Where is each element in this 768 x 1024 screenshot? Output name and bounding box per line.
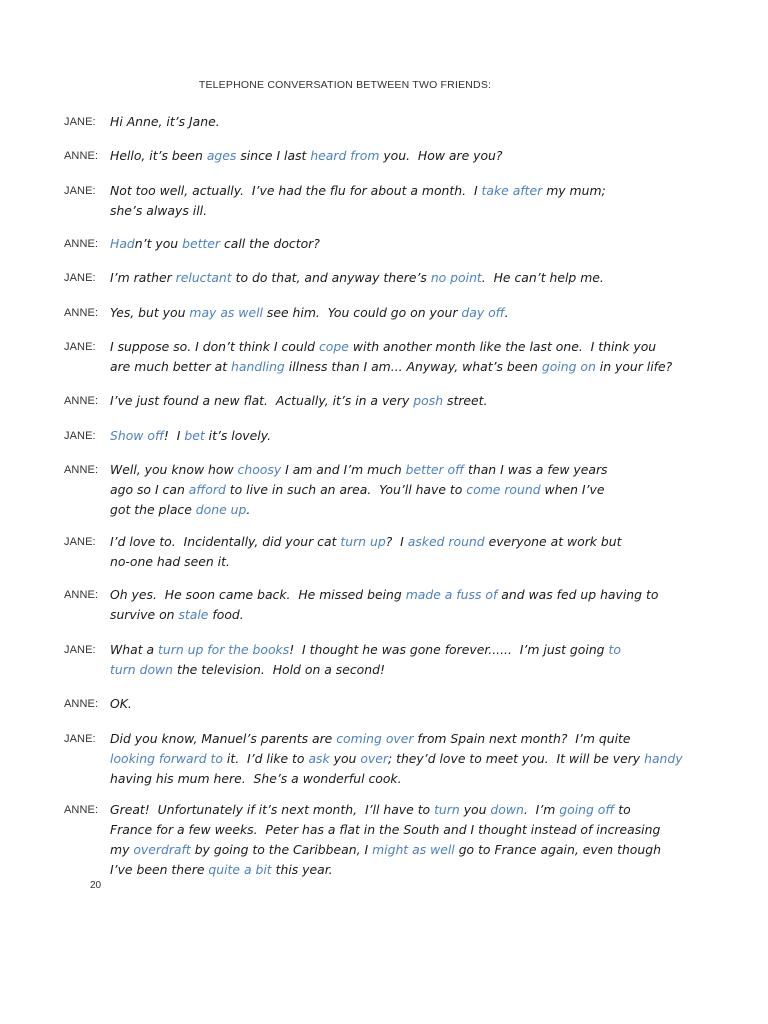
dialogue-line — [110, 201, 664, 221]
text-segment: to live in such an area. You’ll have to — [225, 482, 467, 497]
text-segment: illness than I am... Anyway, what’s been — [284, 359, 542, 374]
page-title: TELEPHONE CONVERSATION BETWEEN TWO FRIENDS: — [198, 79, 492, 91]
speaker-label: JANE: — [64, 341, 96, 353]
text-segment: I’m rather — [110, 270, 176, 285]
text-segment: Yes, but you — [110, 305, 190, 320]
text-segment: no-one had seen it. — [110, 554, 230, 569]
text-segment: n’t you — [134, 236, 183, 251]
vocab-phrase: day off — [461, 305, 505, 320]
dialogue-line — [110, 426, 664, 446]
dialogue-turn — [64, 426, 664, 446]
text-segment: it’s lovely. — [204, 428, 272, 443]
text-segment: than I was a few years — [464, 462, 608, 477]
text-segment: to — [614, 802, 631, 817]
dialogue-line — [110, 234, 664, 254]
text-segment: from Spain next month? I’m quite — [413, 731, 631, 746]
text-segment: Hi Anne, it’s Jane. — [110, 114, 220, 129]
text-segment: Hello, it’s been — [110, 148, 207, 163]
text-segment: see him. You could go on your — [262, 305, 462, 320]
vocab-phrase: cope — [318, 339, 349, 354]
dialogue-line — [110, 146, 664, 166]
dialogue-turn — [64, 532, 664, 572]
speaker-label: ANNE: — [64, 150, 99, 162]
dialogue-text — [110, 181, 664, 221]
text-segment: having his mum here. She’s a wonderful cook. — [110, 771, 402, 786]
text-segment: I’d love to. Incidentally, did your cat — [110, 534, 341, 549]
text-segment: it. I’d like to — [222, 751, 309, 766]
text-segment: Oh yes. He soon came back. He missed being — [110, 587, 406, 602]
text-segment: Well, you know how — [110, 462, 238, 477]
dialogue-turn — [64, 585, 664, 625]
dialogue-text — [110, 234, 664, 254]
dialogue-text — [110, 460, 664, 520]
dialogue-text — [110, 112, 664, 132]
text-segment: this year. — [271, 862, 333, 877]
text-segment: since I last — [236, 148, 311, 163]
dialogue-text — [110, 585, 664, 625]
text-segment: you — [459, 802, 491, 817]
vocab-phrase: Had — [110, 236, 135, 251]
dialogue-line — [110, 532, 664, 552]
dialogue-turn — [64, 112, 664, 132]
speaker-label: JANE: — [64, 185, 96, 197]
dialogue-turn — [64, 337, 673, 377]
text-segment: got the place — [110, 502, 196, 517]
dialogue-text — [110, 694, 664, 714]
text-segment: to do that, and anyway there’s — [231, 270, 431, 285]
dialogue-line — [110, 112, 664, 132]
vocab-phrase: take after — [481, 183, 543, 198]
dialogue-line — [110, 840, 664, 860]
text-segment: ! I — [163, 428, 185, 443]
dialogue-line — [110, 729, 664, 749]
text-segment: . He can’t help me. — [481, 270, 604, 285]
dialogue-text — [110, 729, 683, 789]
dialogue-line — [110, 391, 664, 411]
text-segment: food. — [208, 607, 244, 622]
vocab-phrase: better off — [405, 462, 465, 477]
vocab-phrase: turn up for the books — [158, 642, 290, 657]
dialogue-text — [110, 391, 664, 411]
dialogue-line — [110, 460, 664, 480]
vocab-phrase: heard from — [310, 148, 380, 163]
vocab-phrase: down — [490, 802, 524, 817]
vocab-phrase: might as well — [372, 842, 455, 857]
text-segment: the television. Hold on a second! — [173, 662, 385, 677]
dialogue-turn — [64, 181, 664, 221]
vocab-phrase: ask — [308, 751, 330, 766]
dialogue-line — [110, 660, 664, 680]
dialogue-turn — [64, 729, 683, 789]
text-segment: Not too well, actually. I’ve had the flu for about a month. I — [110, 183, 482, 198]
vocab-phrase: may as well — [189, 305, 263, 320]
text-segment: go to France again, even though — [454, 842, 661, 857]
speaker-label: ANNE: — [64, 698, 99, 710]
dialogue-text — [110, 303, 664, 323]
text-segment: Great! Unfortunately if it’s next month, I’ll have to — [110, 802, 435, 817]
dialogue-line — [110, 357, 673, 377]
vocab-phrase: better — [182, 236, 221, 251]
text-segment: everyone at work but — [484, 534, 622, 549]
vocab-phrase: going on — [541, 359, 596, 374]
text-segment: ago so I can — [110, 482, 189, 497]
vocab-phrase: bet — [184, 428, 205, 443]
speaker-label: ANNE: — [64, 589, 99, 601]
vocab-phrase: turn — [434, 802, 460, 817]
page-number: 20 — [90, 880, 102, 891]
dialogue-text — [110, 337, 673, 377]
dialogue-line — [110, 820, 664, 840]
dialogue-line — [110, 181, 664, 201]
vocab-phrase: made a fuss of — [405, 587, 498, 602]
dialogue-line — [110, 500, 664, 520]
vocab-phrase: Show off — [110, 428, 164, 443]
vocab-phrase: afford — [188, 482, 226, 497]
dialogue-line — [110, 303, 664, 323]
speaker-label: JANE: — [64, 536, 96, 548]
vocab-phrase: no point — [430, 270, 482, 285]
dialogue-line — [110, 860, 664, 880]
text-segment: . — [246, 502, 251, 517]
vocab-phrase: overdraft — [133, 842, 191, 857]
text-segment: my — [110, 842, 134, 857]
dialogue-text — [110, 532, 664, 572]
dialogue-line — [110, 640, 664, 660]
text-segment: I’ve just found a new flat. Actually, it’s in a very — [110, 393, 414, 408]
text-segment: Did you know, Manuel’s parents are — [110, 731, 337, 746]
vocab-phrase: asked round — [407, 534, 485, 549]
text-segment: France for a few weeks. Peter has a flat in the South and I thought instead of increasing — [110, 822, 661, 837]
dialogue-line — [110, 268, 664, 288]
vocab-phrase: going off — [559, 802, 615, 817]
vocab-phrase: done up — [195, 502, 247, 517]
text-segment: she’s always ill. — [110, 203, 208, 218]
text-segment: by going to the Caribbean, I — [190, 842, 373, 857]
text-segment: ! I thought he was gone forever...... I’m just going — [289, 642, 609, 657]
speaker-label: JANE: — [64, 644, 96, 656]
dialogue-line — [110, 337, 664, 357]
vocab-phrase: ages — [206, 148, 237, 163]
text-segment: when I’ve — [540, 482, 605, 497]
dialogue-turn — [64, 234, 664, 254]
speaker-label: JANE: — [64, 272, 96, 284]
text-segment: ; they’d love to meet you. It will be very — [387, 751, 645, 766]
speaker-label: JANE: — [64, 116, 96, 128]
speaker-label: JANE: — [64, 733, 96, 745]
vocab-phrase: looking forward to — [110, 751, 223, 766]
dialogue-line — [110, 800, 664, 820]
dialogue-turn — [64, 268, 664, 288]
dialogue-line — [110, 694, 664, 714]
speaker-label: JANE: — [64, 430, 96, 442]
vocab-phrase: coming over — [336, 731, 414, 746]
vocab-phrase: choosy — [237, 462, 282, 477]
dialogue-text — [110, 426, 664, 446]
dialogue-text — [110, 268, 664, 288]
text-segment: you. How are you? — [379, 148, 503, 163]
text-segment: you — [329, 751, 361, 766]
dialogue-line — [110, 769, 664, 789]
dialogue-line — [110, 749, 683, 769]
speaker-label: ANNE: — [64, 238, 99, 250]
text-segment: and was fed up having to — [497, 587, 659, 602]
dialogue-turn — [64, 146, 664, 166]
text-segment: my mum; — [542, 183, 606, 198]
vocab-phrase: reluctant — [175, 270, 232, 285]
vocab-phrase: handling — [231, 359, 285, 374]
speaker-label: ANNE: — [64, 804, 99, 816]
dialogue-line — [110, 585, 664, 605]
dialogue-text — [110, 146, 664, 166]
text-segment: OK. — [110, 696, 132, 711]
dialogue-line — [110, 480, 664, 500]
text-segment: I’ve been there — [110, 862, 209, 877]
dialogue-turn — [64, 640, 664, 680]
vocab-phrase: handy — [644, 751, 683, 766]
speaker-label: ANNE: — [64, 395, 99, 407]
dialogue-text — [110, 640, 664, 680]
vocab-phrase: turn down — [110, 662, 174, 677]
text-segment: street. — [443, 393, 488, 408]
vocab-phrase: come round — [466, 482, 541, 497]
vocab-phrase: to — [608, 642, 621, 657]
dialogue-line — [110, 552, 664, 572]
dialogue-line — [110, 605, 664, 625]
speaker-label: ANNE: — [64, 464, 99, 476]
vocab-phrase: turn up — [340, 534, 386, 549]
text-segment: with another month like the last one. I think you — [348, 339, 657, 354]
dialogue-text — [110, 800, 664, 880]
text-segment: are much better at — [110, 359, 232, 374]
vocab-phrase: over — [360, 751, 388, 766]
speaker-label: ANNE: — [64, 307, 99, 319]
text-segment: What a — [110, 642, 159, 657]
text-segment: I am and I’m much — [281, 462, 406, 477]
vocab-phrase: quite a bit — [208, 862, 272, 877]
dialogue-turn — [64, 391, 664, 411]
vocab-phrase: stale — [178, 607, 209, 622]
dialogue-turn — [64, 800, 664, 880]
text-segment: ? I — [385, 534, 408, 549]
text-segment: . I’m — [523, 802, 560, 817]
dialogue-turn — [64, 303, 664, 323]
vocab-phrase: posh — [413, 393, 444, 408]
text-segment: survive on — [110, 607, 179, 622]
text-segment: call the doctor? — [220, 236, 320, 251]
text-segment: I suppose so. I don’t think I could — [110, 339, 319, 354]
dialogue-turn — [64, 694, 664, 714]
text-segment: . — [504, 305, 509, 320]
text-segment: in your life? — [595, 359, 673, 374]
dialogue-turn — [64, 460, 664, 520]
